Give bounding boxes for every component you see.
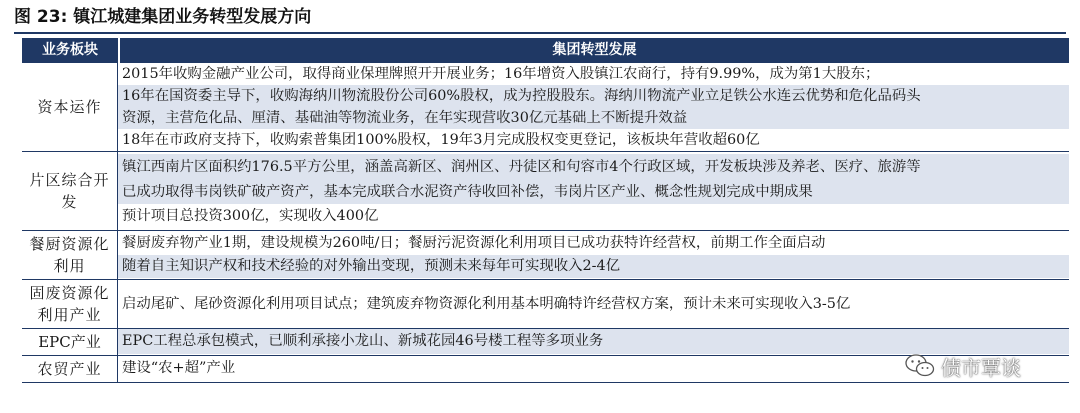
table-row: 随着自主知识产权和技术经验的对外输出变现，预测未来每年可实现收入2-4亿	[118, 255, 1069, 278]
table-row: 资源，主营危化品、厘清、基础油等物流业务，在年实现营收30亿元基础上不断提升效益	[118, 107, 1069, 129]
table-row: 启动尾矿、尾砂资源化利用项目试点；建筑废弃物资源化利用基本明确特许经营权方案，预计未来可实现收入3-5亿	[122, 296, 851, 312]
row-group-solid-waste	[22, 280, 1069, 329]
table-header	[22, 38, 1069, 63]
figure-title: 图 23: 镇江城建集团业务转型发展方向	[14, 7, 312, 27]
wechat-icon	[905, 353, 935, 379]
business-table	[22, 38, 1069, 383]
title-divider	[14, 32, 1066, 34]
segment-label: EPC产业	[22, 329, 118, 355]
watermark-text: 债市覃谈	[941, 355, 1021, 380]
table-row: 预计项目总投资300亿，实现收入400亿	[122, 208, 379, 224]
table-row: 16年在国资委主导下，收购海纳川物流股份公司60%股权，成为控股股东。海纳川物流产业立足铁公水连云优势和危化品码头	[118, 85, 1069, 107]
segment-label: 农贸产业	[22, 356, 118, 382]
row-group-capital	[22, 63, 1069, 152]
row-group-district	[22, 152, 1069, 231]
table-row: 2015年收购金融产业公司，取得商业保理牌照开开展业务；16年增资入股镇江农商行，持有9.99%，成为第1大股东；	[122, 66, 880, 82]
segment-label: 餐厨资源化利用	[22, 231, 118, 279]
watermark	[905, 352, 1021, 380]
row-group-kitchen	[22, 231, 1069, 280]
table-row: 餐厨废弃物产业1期，建设规模为260吨/日；餐厨污泥资源化利用项目已成功获特许经营权，前期工作全面启动	[122, 235, 826, 251]
segment-label: 资本运作	[22, 63, 118, 151]
table-row: 镇江西南片区面积约176.5平方公里，涵盖高新区、润州区、丹徒区和句容市4个行政区域，开发板块涉及养老、医疗、旅游等	[118, 154, 1069, 180]
segment-label: 固废资源化利用产业	[22, 280, 118, 328]
table-row: EPC工程总承包模式，已顺利承接小龙山、新城花园46号楼工程等多项业务	[118, 329, 1069, 354]
table-row: 18年在市政府支持下，收购索普集团100%股权，19年3月完成股权变更登记，该板块年营收超60亿	[122, 132, 760, 148]
segment-label: 片区综合开发	[22, 152, 118, 230]
header-segment: 业务板块	[22, 38, 120, 63]
header-transformation: 集团转型发展	[552, 42, 637, 58]
table-row: 建设“农+超”产业	[122, 360, 236, 376]
table-row: 已成功取得韦岗铁矿破产资产，基本完成联合水泥资产待收回补偿，韦岗片区产业、概念性规划完成中期成果	[118, 180, 1069, 204]
